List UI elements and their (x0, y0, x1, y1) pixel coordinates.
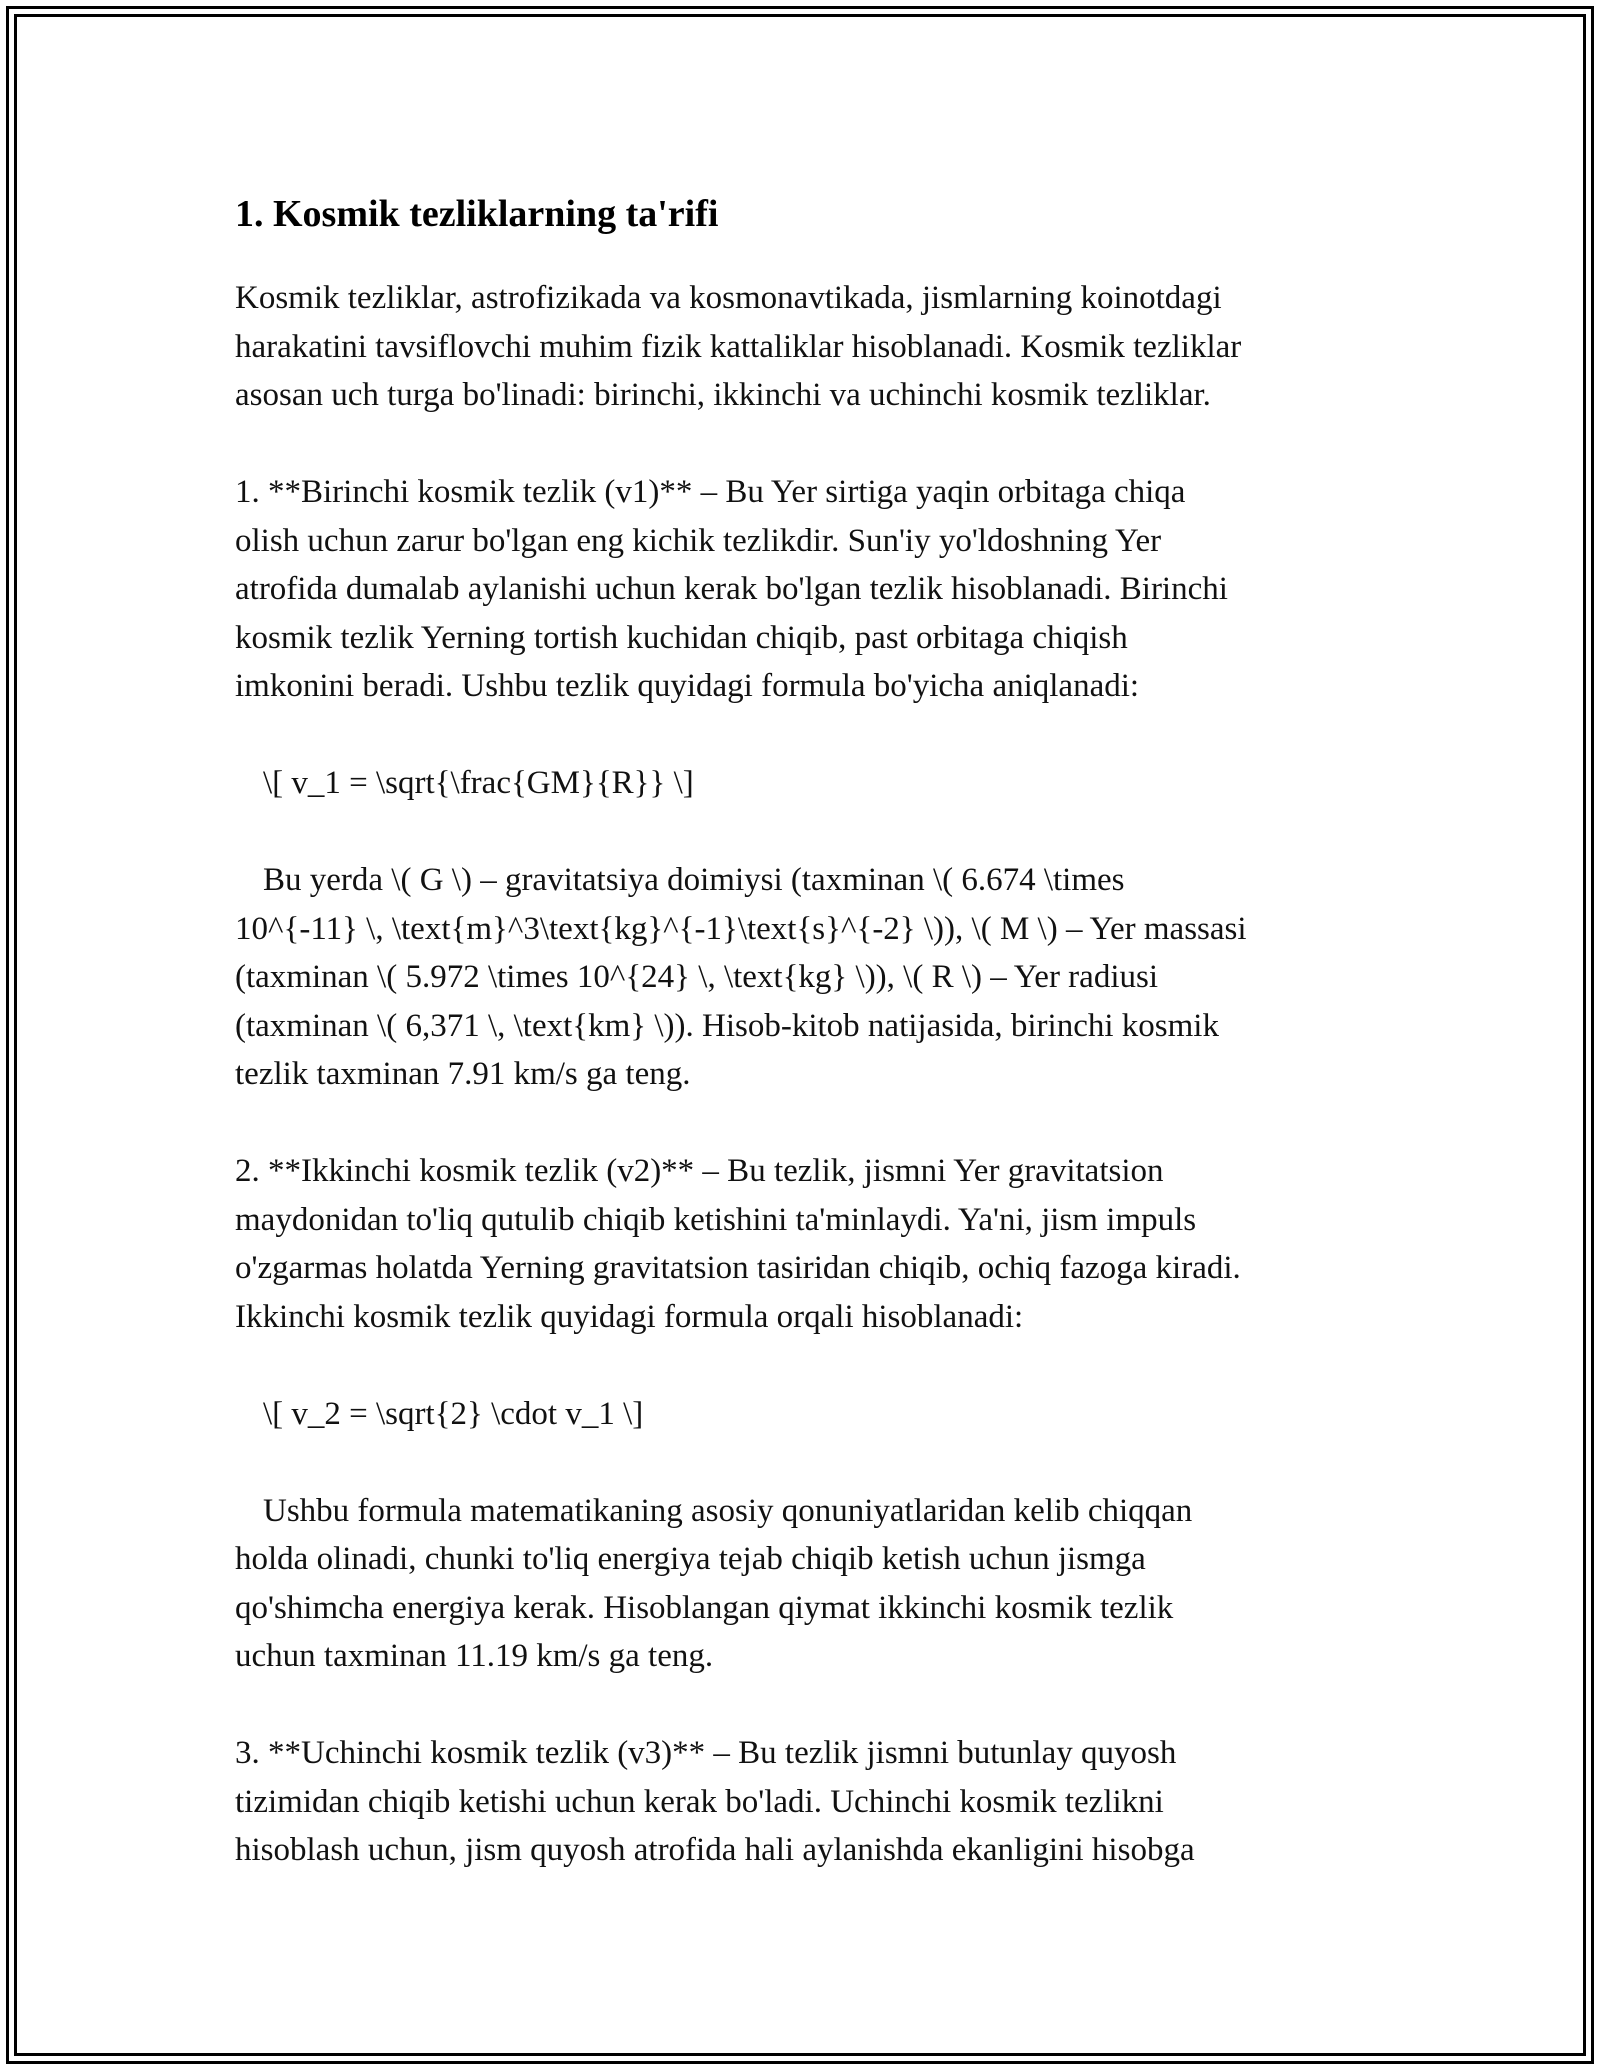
paragraph-spacer (235, 1099, 1375, 1148)
paragraph-spacer (235, 711, 1375, 760)
document-body (235, 190, 1375, 1875)
formula-v2: \[ v_2 = \sqrt{2} \cdot v_1 \] (263, 1395, 644, 1432)
paragraph-spacer (235, 420, 1375, 469)
v2-explanation-text: Ushbu formula matematikaning asosiy qonuniyatlaridan kelib chiqqan holda olinadi, chunki to'liq energiya tejab chiqib ketish uchun jismga qo'shimcha energiya kerak. Hisoblangan qiymat ikkinchi kosmik tezlik uchun taxminan 11.19 km/s ga teng. (235, 1492, 1193, 1674)
first-cosmic-velocity-paragraph: 1. **Birinchi kosmik tezlik (v1)** – Bu Yer sirtiga yaqin orbitaga chiqa olish uchun zarur bo'lgan eng kichik tezlikdir. Sun'iy yo'ldoshning Yer atrofida dumalab aylanishi uchun kerak bo'lgan tezlik hisoblanadi. Birinchi kosmik tezlik Yerning tortish kuchidan chiqib, past orbitaga chiqish imkonini beradi. Ushbu tezlik quyidagi formula bo'yicha aniqlanadi: (235, 474, 1228, 704)
v1-explanation-paragraph (235, 856, 1375, 1099)
v1-explanation-text: Bu yerda \( G \) – gravitatsiya doimiysi (taxminan \( 6.674 \times 10^{-11} \, \text{m}^3\text{kg}^{-1}\text{s}^{-2} \)), \( M \) – Yer massasi (taxminan \( 5.972 \times 10^{24} \, \text{kg} \)), \( R \) – Yer radiusi (taxminan \( 6,371 \, \text{km} \)). Hisob-kitob natijasida, birinchi kosmik tezlik taxminan 7.91 km/s ga teng. (235, 862, 1247, 1092)
third-cosmic-velocity-paragraph: 3. **Uchinchi kosmik tezlik (v3)** – Bu tezlik jismni butunlay quyosh tizimidan chiqib ketishi uchun kerak bo'ladi. Uchinchi kosmik tezlikni hisoblash uchun, jism quyosh atrofida hali aylanishda ekanligini hisobga (235, 1735, 1195, 1868)
paragraph-spacer (235, 1681, 1375, 1730)
second-cosmic-velocity-paragraph: 2. **Ikkinchi kosmik tezlik (v2)** – Bu tezlik, jismni Yer gravitatsion maydonidan to'liq qutulib chiqib ketishini ta'minlaydi. Ya'ni, jism impuls o'zgarmas holatda Yerning gravitatsion tasiridan chiqib, ochiq fazoga kiradi. Ikkinchi kosmik tezlik quyidagi formula orqali hisoblanadi: (235, 1153, 1241, 1335)
intro-paragraph: Kosmik tezliklar, astrofizikada va kosmonavtikada, jismlarning koinotdagi harakatini tavsiflovchi muhim fizik kattaliklar hisoblanadi. Kosmik tezliklar asosan uch turga bo'linadi: birinchi, ikkinchi va uchinchi kosmik tezliklar. (235, 280, 1242, 413)
paragraph-spacer (235, 1438, 1375, 1487)
formula-v1: \[ v_1 = \sqrt{\frac{GM}{R}} \] (263, 765, 694, 801)
section-heading: 1. Kosmik tezliklarning ta'rifi (235, 193, 719, 235)
v2-explanation-paragraph (235, 1487, 1375, 1681)
paragraph-spacer (235, 1341, 1375, 1390)
paragraph-spacer (235, 808, 1375, 857)
